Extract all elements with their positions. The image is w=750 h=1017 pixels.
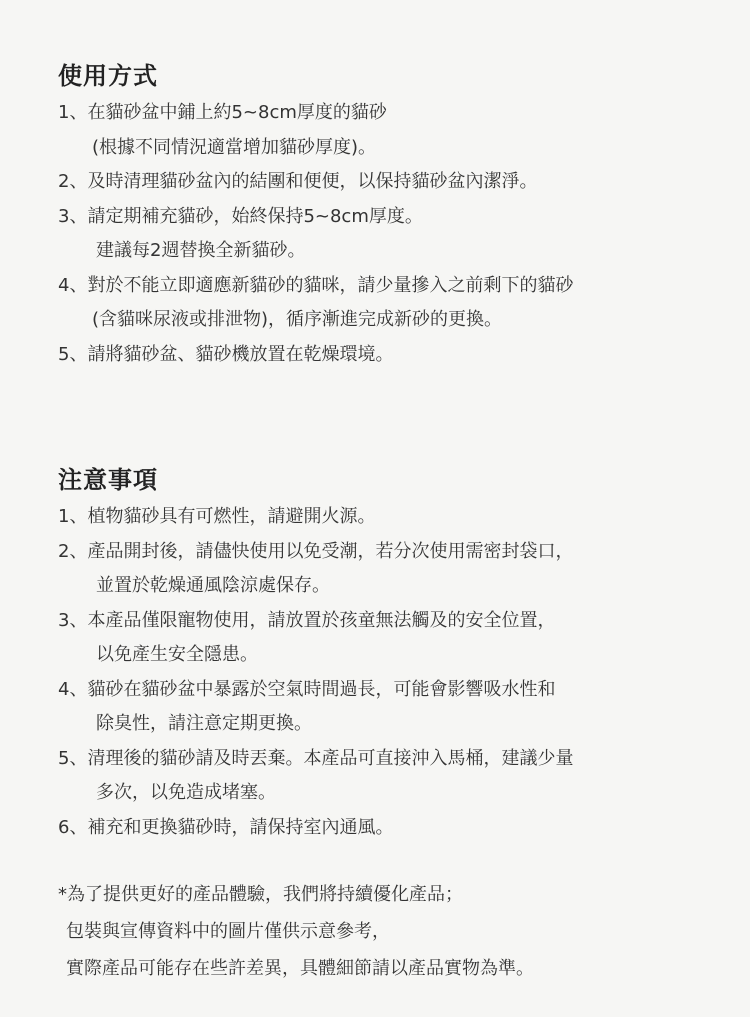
note-6: 6、補充和更換貓砂時，請保持室內通風。 (58, 816, 394, 838)
note-5-continued: 多次，以免造成堵塞。 (96, 782, 276, 803)
note-2: 2、產品開封後，請儘快使用以免受潮，若分次使用需密封袋口， (58, 540, 574, 562)
note-3: 3、本產品僅限寵物使用，請放置於孩童無法觸及的安全位置， (58, 609, 556, 631)
usage-step-3: 3、請定期補充貓砂，始終保持5~8cm厚度。 (58, 205, 423, 227)
note-5: 5、清理後的貓砂請及時丟棄。本產品可直接沖入馬桶，建議少量 (58, 747, 574, 769)
disclaimer-line-3: 實際產品可能存在些許差異，具體細節請以產品實物為準。 (66, 958, 534, 979)
usage-section (58, 60, 720, 372)
disclaimer-section (58, 876, 720, 987)
disclaimer-line-2: 包裝與宣傳資料中的圖片僅供示意參考， (66, 921, 390, 942)
usage-step-2: 2、及時清理貓砂盆內的結團和便便，以保持貓砂盆內潔淨。 (58, 171, 538, 192)
note-2-continued: 並置於乾燥通風陰涼處保存。 (96, 575, 330, 596)
note-4: 4、貓砂在貓砂盆中暴露於空氣時間過長，可能會影響吸水性和 (58, 678, 556, 700)
usage-step-1-note: (根據不同情況適當增加貓砂厚度)。 (92, 136, 377, 158)
usage-step-1: 1、在貓砂盆中鋪上約5~8cm厚度的貓砂 (58, 102, 387, 123)
usage-title: 使用方式 (58, 62, 158, 90)
note-1: 1、植物貓砂具有可燃性，請避開火源。 (58, 506, 376, 527)
usage-step-3-note: 建議每2週替換全新貓砂。 (96, 240, 306, 261)
notes-title: 注意事項 (58, 466, 158, 494)
usage-step-4-note: (含貓咪尿液或排泄物)，循序漸進完成新砂的更換。 (92, 309, 503, 330)
note-3-continued: 以免產生安全隱患。 (96, 644, 258, 665)
notes-section (58, 464, 720, 845)
disclaimer-line-1: *為了提供更好的產品體驗，我們將持續優化產品； (58, 884, 463, 905)
usage-step-4: 4、對於不能立即適應新貓砂的貓咪，請少量摻入之前剩下的貓砂 (58, 274, 574, 296)
usage-step-5: 5、請將貓砂盆、貓砂機放置在乾燥環境。 (58, 343, 394, 365)
note-4-continued: 除臭性，請注意定期更換。 (96, 713, 312, 734)
